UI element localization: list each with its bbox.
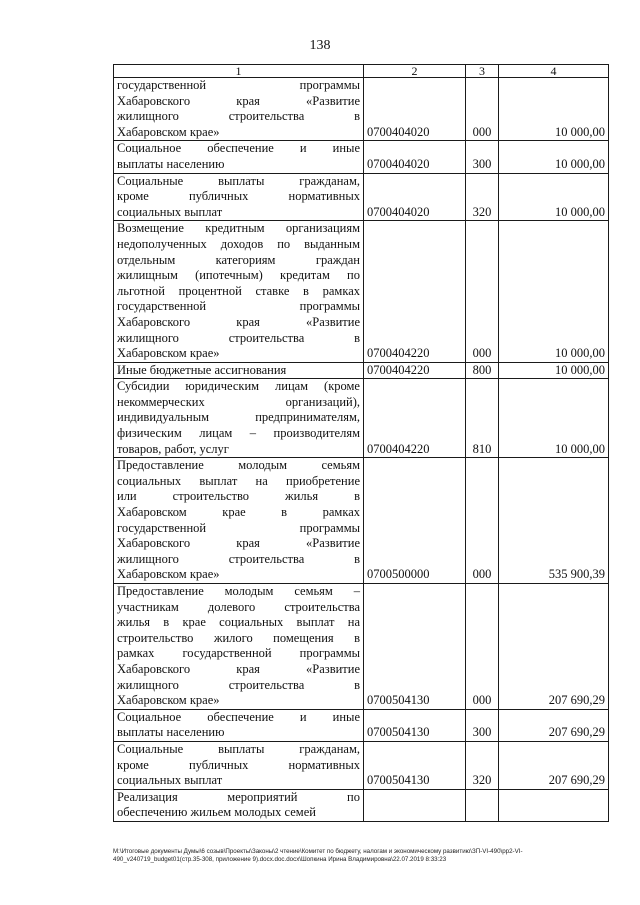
row-name-line: Хабаровском крае» (117, 693, 220, 708)
column-header-type: 3 (466, 65, 499, 78)
row-name-line: строительство жилого помещения в (117, 630, 360, 645)
row-name-line: Хабаровского края «Развитие (117, 661, 360, 676)
row-amount-cell: 10 000,00 (499, 173, 609, 221)
row-name-cell (114, 173, 364, 221)
row-name-line: индивидуальным предпринимателям, (117, 410, 360, 425)
row-code-cell: 0700504130 (364, 709, 466, 741)
row-name-line: Хабаровского края «Развитие (117, 536, 360, 551)
row-name-line: Социальные выплаты гражданам, (117, 173, 360, 188)
column-header-amount: 4 (499, 65, 609, 78)
footer-path-line-2: 490_v240719_budget01(стр.35-308, приложение 9).docx.doc.docx\Шопкина Ирина Владимировна\22.07.2019 8:33:23 (113, 856, 447, 863)
row-name-line: государственной программы (117, 299, 360, 314)
row-code-cell: 0700504130 (364, 584, 466, 710)
row-name-line: выплаты населению (117, 725, 225, 740)
row-name-line: Реализация мероприятий по (117, 789, 360, 804)
row-name-line: социальных выплат (117, 204, 223, 219)
row-name-line: жилищного строительства в (117, 109, 360, 124)
row-name-line: Хабаровском крае в рамках (117, 505, 360, 520)
row-name-line: Социальные выплаты гражданам, (117, 741, 360, 756)
row-amount-cell: 535 900,39 (499, 458, 609, 584)
page-number: 138 (309, 38, 331, 53)
row-name-cell (114, 221, 364, 362)
table-body (114, 78, 609, 822)
row-code-cell: 0700404220 (364, 362, 466, 379)
row-amount-cell: 10 000,00 (499, 379, 609, 458)
row-name-cell (114, 584, 364, 710)
row-type-cell: 320 (466, 173, 499, 221)
row-name-cell (114, 789, 364, 821)
row-name-line: Хабаровском крае» (117, 124, 220, 139)
row-name-line: Хабаровского края «Развитие (117, 93, 360, 108)
row-code-cell: 0700404220 (364, 221, 466, 362)
row-amount-cell: 10 000,00 (499, 141, 609, 173)
table-row (114, 78, 609, 141)
row-type-cell: 000 (466, 221, 499, 362)
row-name-line: физическим лицам – производителям (117, 426, 360, 441)
row-name-cell (114, 741, 364, 789)
table-row (114, 221, 609, 362)
row-type-cell: 000 (466, 584, 499, 710)
row-name-line: жилищного строительства в (117, 551, 360, 566)
row-name-line: рамках государственной программы (117, 646, 360, 661)
row-name-line: кроме публичных нормативных (117, 757, 360, 772)
row-type-cell: 000 (466, 458, 499, 584)
row-name-line: жилищным (ипотечным) кредитам по (117, 268, 360, 283)
row-name-line: Предоставление молодым семьям – (117, 584, 360, 598)
row-name-line: Хабаровского края «Развитие (117, 314, 360, 329)
row-name-line: выплаты населению (117, 156, 225, 171)
table-header-row (114, 65, 609, 78)
row-name-line: Предоставление молодым семьям (117, 458, 360, 473)
table-row (114, 741, 609, 789)
row-amount-cell: 207 690,29 (499, 741, 609, 789)
row-name-line: социальных выплат на приобретение (117, 473, 360, 488)
row-type-cell: 320 (466, 741, 499, 789)
row-name-line: Субсидии юридическим лицам (кроме (117, 379, 360, 394)
row-name-line: участникам долевого строительства (117, 599, 360, 614)
row-name-line: Возмещение кредитным организациям (117, 221, 360, 236)
table-row (114, 379, 609, 458)
row-name-line: жилья в крае социальных выплат на (117, 615, 360, 630)
row-name-line: жилищного строительства в (117, 330, 360, 345)
row-amount-cell: 207 690,29 (499, 584, 609, 710)
column-header-code: 2 (364, 65, 466, 78)
row-code-cell: 0700500000 (364, 458, 466, 584)
row-code-cell: 0700404220 (364, 379, 466, 458)
row-code-cell: 0700404020 (364, 78, 466, 141)
row-name-line: Социальное обеспечение и иные (117, 709, 360, 724)
row-name-cell (114, 379, 364, 458)
table-row (114, 362, 609, 379)
row-type-cell: 300 (466, 709, 499, 741)
row-amount-cell: 10 000,00 (499, 78, 609, 141)
row-name-line: государственной программы (117, 520, 360, 535)
row-name-cell (114, 78, 364, 141)
table-row (114, 584, 609, 710)
row-code-cell: 0700404020 (364, 173, 466, 221)
row-name-cell (114, 709, 364, 741)
row-name-cell (114, 458, 364, 584)
row-name-line: льготной процентной ставке в рамках (117, 283, 360, 298)
footer-path-line-1: M:\Итоговые документы Думы\6 созыв\Проекты\Законы\2 чтение\Комитет по бюджету, налогам и экономическому развитию\ЗП-VI-490\рр2-VI- (113, 848, 523, 855)
row-amount-cell: 207 690,29 (499, 709, 609, 741)
row-name-line: отдельным категориям граждан (117, 252, 360, 267)
row-name-line: жилищного строительства в (117, 677, 360, 692)
table-row (114, 458, 609, 584)
row-type-cell: 800 (466, 362, 499, 379)
budget-table-container (113, 64, 608, 822)
row-name-line: некоммерческих организаций), (117, 394, 360, 409)
row-name-line: кроме публичных нормативных (117, 189, 360, 204)
row-name-line: или строительство жилья в (117, 489, 360, 504)
row-name-line: государственной программы (117, 78, 360, 92)
row-name-line: Хабаровском крае» (117, 567, 220, 582)
row-name-line: Иные бюджетные ассигнования (117, 362, 287, 377)
budget-table (113, 64, 609, 822)
row-name-cell (114, 141, 364, 173)
table-row (114, 709, 609, 741)
row-name-line: Социальное обеспечение и иные (117, 141, 360, 156)
row-code-cell: 0700404020 (364, 141, 466, 173)
row-name-line: социальных выплат (117, 773, 223, 788)
row-amount-cell: 10 000,00 (499, 362, 609, 379)
row-type-cell: 300 (466, 141, 499, 173)
row-name-line: Хабаровском крае» (117, 346, 220, 361)
row-code-cell (364, 789, 466, 821)
row-name-line: товаров, работ, услуг (117, 441, 229, 456)
row-type-cell: 000 (466, 78, 499, 141)
document-file-path-footer (113, 848, 608, 864)
row-amount-cell: 10 000,00 (499, 221, 609, 362)
table-row (114, 141, 609, 173)
row-type-cell: 810 (466, 379, 499, 458)
row-name-line: недополученных доходов по выданным (117, 236, 360, 251)
column-header-name: 1 (114, 65, 364, 78)
row-amount-cell (499, 789, 609, 821)
row-name-cell (114, 362, 364, 379)
table-row (114, 789, 609, 821)
row-name-line: обеспечению жильем молодых семей (117, 805, 316, 820)
table-row (114, 173, 609, 221)
row-code-cell: 0700504130 (364, 741, 466, 789)
row-type-cell (466, 789, 499, 821)
